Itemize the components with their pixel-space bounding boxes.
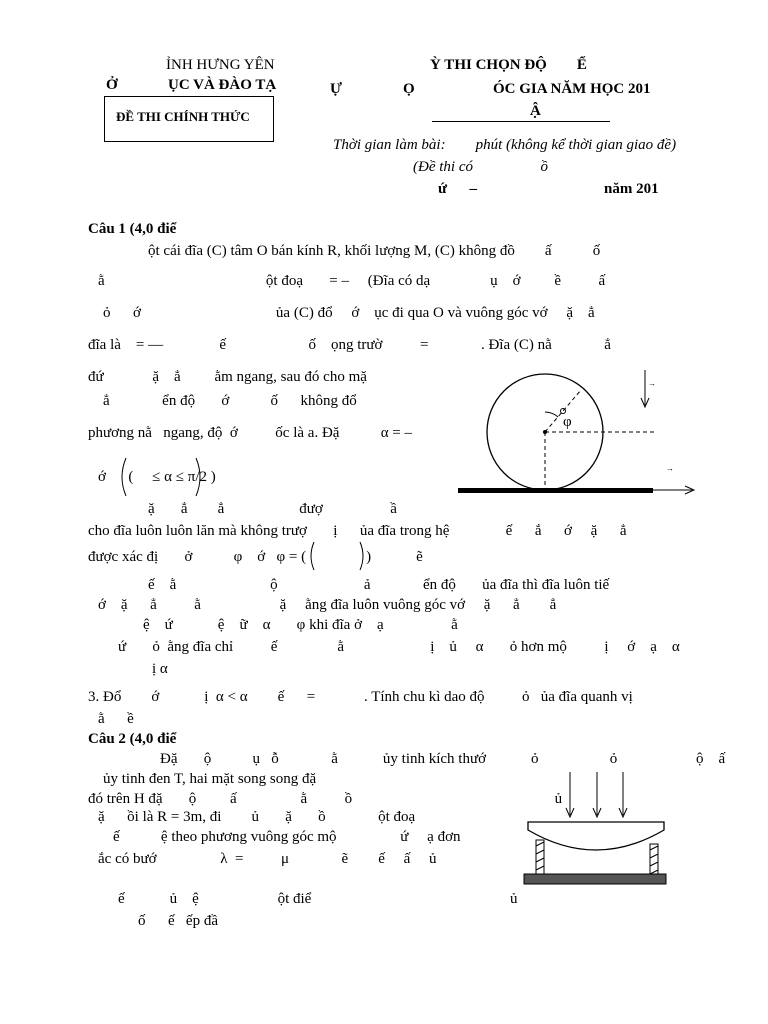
q2-line: ủy tinh đen T, hai mặt song song đặ bbox=[103, 771, 317, 787]
q2-line: đó trên H đặ ộ ấ ằ ồ ủ bbox=[88, 791, 563, 807]
q1-line: được xác đị ở φ ớ φ = ( ) ẽ bbox=[88, 549, 423, 565]
q1-line: ứ ỏ ằng đĩa chỉ ế ằ ị ủ α ỏ hơn mộ ị ớ ạ α bbox=[118, 639, 680, 655]
down-arrow-icon bbox=[593, 772, 601, 817]
question-1-title: Câu 1 (4,0 điể bbox=[88, 221, 177, 237]
q2-line: ố ế ếp đầ bbox=[138, 913, 218, 929]
mass-point bbox=[561, 409, 566, 414]
lens-figure bbox=[520, 770, 670, 888]
time-allowed: Thời gian làm bài: phút (không kể thời gian giao đề) bbox=[333, 137, 677, 153]
q1-line: ế ằ ộ ả ển độ ủa đĩa thì đĩa luôn tiế bbox=[148, 577, 610, 593]
title-underline bbox=[432, 121, 610, 122]
department-subtitle: ỤC VÀ ĐÀO TẠ bbox=[168, 77, 277, 93]
q1-line: ớ ặ ẳ ằ ặ ằng đĩa luôn vuông góc vớ ặ ẳ ẳ bbox=[98, 597, 557, 613]
q1-line: cho đĩa luôn luôn lăn mà không trượ ị ủa đĩa trong hệ ế ắ ớ ặ ẳ bbox=[88, 523, 627, 539]
arrow-vector-mark: → bbox=[666, 464, 674, 473]
q2-line: Đặ ộ ụ ỗ ằ ủy tinh kích thướ ỏ ỏ ộ ấ bbox=[160, 751, 726, 767]
q1-line: ằ ột đoạ = – (Đĩa có dạ ụ ớ ề ấ bbox=[98, 273, 606, 289]
disc-center-point bbox=[543, 430, 547, 434]
q2-line: ế ủ ệ ột điể ủ bbox=[118, 891, 518, 907]
phi-bracket bbox=[308, 540, 368, 572]
exam-title-2b: Ọ bbox=[403, 81, 415, 97]
official-exam-label: ĐỀ THI CHÍNH THỨC bbox=[116, 109, 250, 124]
exam-title-2c: ÓC GIA NĂM HỌC 201 bbox=[493, 81, 651, 97]
down-arrow-icon bbox=[641, 370, 649, 407]
right-arrow-icon bbox=[653, 486, 694, 494]
phi-label: φ bbox=[563, 414, 572, 430]
alpha-bracket bbox=[118, 456, 208, 498]
down-arrow-icon bbox=[566, 772, 574, 817]
q1-line: ệ ứ ệ ữ α φ khi đĩa ở ạ ằ bbox=[143, 617, 458, 633]
q1-line: phương nằ ngang, độ ớ ốc là a. Đặ α = – bbox=[88, 425, 413, 441]
exam-title: Ỳ THI CHỌN ĐỘ Ể bbox=[430, 57, 587, 73]
q1-line: ỏ ớ ủa (C) đổ ớ ục đi qua O và vuông góc vớ ặ ẳ bbox=[103, 305, 595, 321]
q1-line: ột cái đĩa (C) tâm O bán kính R, khối lượng M, (C) không đồ ấ ố bbox=[148, 243, 601, 259]
down-arrow-icon bbox=[619, 772, 627, 817]
question-2-title: Câu 2 (4,0 điể bbox=[88, 731, 177, 747]
q1-line: ị α bbox=[152, 661, 168, 677]
disc-figure bbox=[440, 360, 700, 505]
q1-line: ẳ ển độ ớ ố không đổ bbox=[103, 393, 357, 409]
q1-line: đứ ặ ẳ ằm ngang, sau đó cho mặ bbox=[88, 369, 367, 385]
black-glass-plate bbox=[524, 874, 666, 884]
q1-line: đĩa là = — ế ố ọng trườ = . Đĩa (C) nằ ẳ bbox=[88, 337, 611, 353]
plano-convex-lens bbox=[528, 822, 664, 850]
q2-line: ắc có bướ λ = μ ẽ ế ấ ủ bbox=[98, 851, 437, 867]
q1-line: ằ ề bbox=[98, 711, 134, 727]
q1-line: 3. Đổ ớ ị α < α ế = . Tính chu kì dao độ ỏ ủa đĩa quanh vị bbox=[88, 689, 633, 705]
q2-line: ế ệ theo phương vuông góc mộ ứ ạ đơn bbox=[113, 829, 461, 845]
q1-line: ặ ẳ ẳ đượ ầ bbox=[148, 501, 397, 517]
ground-plate bbox=[458, 488, 653, 493]
exam-date-a: ứ – bbox=[438, 181, 478, 197]
q2-line: ặ ồi là R = 3m, đi ủ ặ ồ ột đoạ bbox=[98, 809, 416, 825]
exam-title-2a: Ự bbox=[330, 81, 342, 97]
exam-date-b: năm 201 bbox=[604, 181, 659, 197]
department-prefix: Ở bbox=[106, 77, 118, 93]
page-count: (Đề thi có ồ bbox=[413, 159, 548, 175]
department-name: ỈNH HƯNG YÊN bbox=[166, 57, 275, 73]
angle-arc bbox=[545, 412, 558, 417]
exam-title-3: Ậ bbox=[530, 103, 541, 119]
q1-line: ớ ( ≤ α ≤ π/2 ) bbox=[98, 469, 216, 485]
arrow-vector-mark: → bbox=[648, 379, 656, 388]
